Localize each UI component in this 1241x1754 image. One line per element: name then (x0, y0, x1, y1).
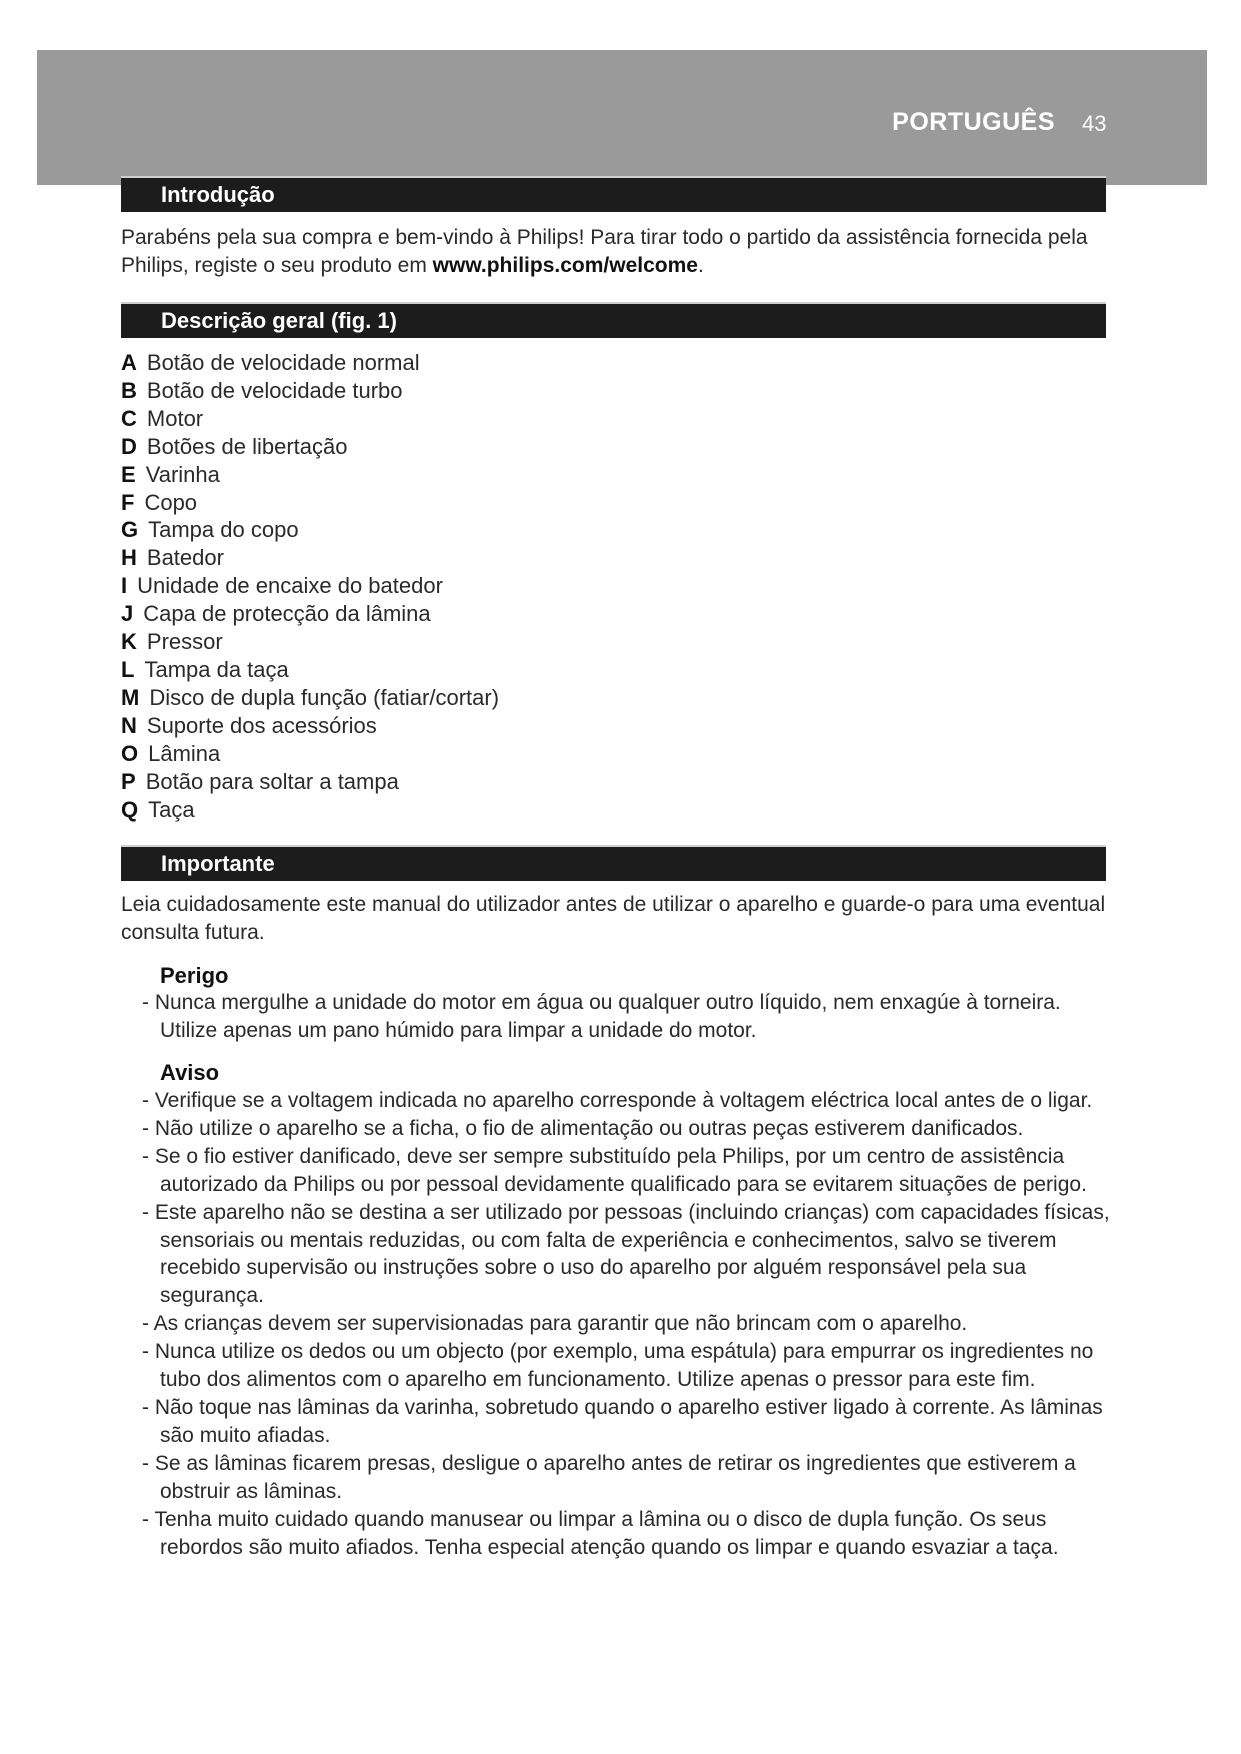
part-label: Suporte dos acessórios (146, 712, 377, 738)
part-label: Capa de protecção da lâmina (143, 601, 431, 627)
part-letter: C (121, 405, 137, 431)
bullet-item: - Este aparelho não se destina a ser utilizado por pessoas (incluindo crianças) com capacidades físicas, sensoriais ou mentais reduzidas, ou com falta de experiência e conhecimentos, salvo se tiverem recebido supervisão ou instruções sobre o uso do aparelho por alguém responsável pela sua segurança. (134, 1199, 1114, 1311)
part-item (121, 516, 499, 544)
part-label: Pressor (146, 629, 223, 655)
part-letter: I (121, 573, 128, 599)
part-letter: D (121, 433, 137, 459)
part-item (121, 712, 499, 740)
section-header-overview (121, 302, 1106, 338)
danger-heading: Perigo (160, 963, 229, 988)
part-letter: B (121, 377, 137, 403)
part-label: Taça (148, 796, 195, 822)
part-label: Disco de dupla função (fatiar/cortar) (149, 684, 500, 710)
important-intro: Leia cuidadosamente este manual do utilizador antes de utilizar o aparelho e guarde-o para uma eventual consulta futura. (121, 893, 1106, 944)
warning-list (134, 1087, 1114, 1561)
header-language: PORTUGUÊS (892, 108, 1055, 136)
part-item (121, 489, 499, 517)
bullet-item: - Não utilize o aparelho se a ficha, o fio de alimentação ou outras peças estiverem danificados. (134, 1115, 1114, 1143)
part-item (121, 433, 499, 461)
part-letter: H (121, 545, 137, 571)
part-item (121, 628, 499, 656)
part-item (121, 600, 499, 628)
part-letter: J (121, 601, 134, 627)
part-item (121, 740, 499, 768)
section-header-important (121, 845, 1106, 881)
part-letter: G (121, 517, 139, 543)
warning-heading: Aviso (160, 1060, 220, 1085)
intro-text: Parabéns pela sua compra e bem-vindo à Philips! Para tirar todo o partido da assistência fornecida pela Philips, registe o seu produto em (121, 226, 1088, 277)
bullet-item: - Se as lâminas ficarem presas, desligue o aparelho antes de retirar os ingredientes que estiverem a obstruir as lâminas. (134, 1450, 1114, 1506)
part-item (121, 349, 499, 377)
part-label: Batedor (146, 545, 224, 571)
bullet-item: - Verifique se a voltagem indicada no aparelho corresponde à voltagem eléctrica local antes de o ligar. (134, 1087, 1114, 1115)
bullet-item: - Nunca mergulhe a unidade do motor em água ou qualquer outro líquido, nem enxagúe à torneira. Utilize apenas um pano húmido para limpar a unidade do motor. (134, 989, 1114, 1045)
bullet-item: - Nunca utilize os dedos ou um objecto (por exemplo, uma espátula) para empurrar os ingredientes no tubo dos alimentos com o aparelho em funcionamento. Utilize apenas o pressor para este fim. (134, 1338, 1114, 1394)
part-letter: E (121, 461, 136, 487)
part-item (121, 796, 499, 824)
part-label: Botão de velocidade turbo (146, 377, 403, 403)
part-item (121, 544, 499, 572)
part-label: Copo (144, 489, 198, 515)
part-letter: O (121, 740, 139, 766)
section-header-intro (121, 176, 1106, 212)
part-letter: L (121, 656, 135, 682)
part-label: Botão para soltar a tampa (145, 768, 399, 794)
section-title: Descrição geral (fig. 1) (161, 308, 397, 333)
bullet-item: - Tenha muito cuidado quando manusear ou limpar a lâmina ou o disco de dupla função. Os seus rebordos são muito afiados. Tenha especial atenção quando os limpar e quando esvaziar a taça. (134, 1506, 1114, 1562)
part-label: Lâmina (148, 740, 221, 766)
welcome-link[interactable]: www.philips.com/welcome (432, 254, 698, 277)
parts-list (121, 349, 499, 823)
part-label: Botões de libertação (146, 433, 348, 459)
part-item (121, 461, 499, 489)
section-title: Importante (161, 851, 275, 876)
page-number: 43 (1082, 111, 1107, 136)
bullet-item: - Se o fio estiver danificado, deve ser sempre substituído pela Philips, por um centro de assistência autorizado da Philips ou por pessoal devidamente qualificado para se evitarem situações de perigo. (134, 1143, 1114, 1199)
part-label: Varinha (145, 461, 220, 487)
part-label: Tampa da taça (144, 656, 289, 682)
part-label: Botão de velocidade normal (146, 350, 420, 375)
part-label: Unidade de encaixe do batedor (137, 573, 443, 599)
bullet-item: - Não toque nas lâminas da varinha, sobretudo quando o aparelho estiver ligado à corrente. As lâminas são muito afiadas. (134, 1394, 1114, 1450)
part-letter: N (121, 712, 137, 738)
part-letter: P (121, 768, 136, 794)
bullet-item: - As crianças devem ser supervisionadas para garantir que não brincam com o aparelho. (134, 1310, 1114, 1338)
part-label: Tampa do copo (148, 517, 299, 543)
intro-paragraph (121, 224, 1106, 280)
part-letter: K (121, 629, 137, 655)
part-letter: M (121, 684, 140, 710)
section-title: Introdução (161, 182, 275, 207)
part-item (121, 768, 499, 796)
part-item (121, 656, 499, 684)
intro-text-end: . (697, 254, 704, 277)
part-item (121, 572, 499, 600)
danger-list (134, 989, 1114, 1045)
part-item (121, 684, 499, 712)
part-label: Motor (146, 405, 204, 431)
part-letter: F (121, 489, 135, 515)
part-item (121, 405, 499, 433)
part-item (121, 377, 499, 405)
part-letter: Q (121, 796, 139, 822)
part-letter: A (121, 350, 137, 375)
